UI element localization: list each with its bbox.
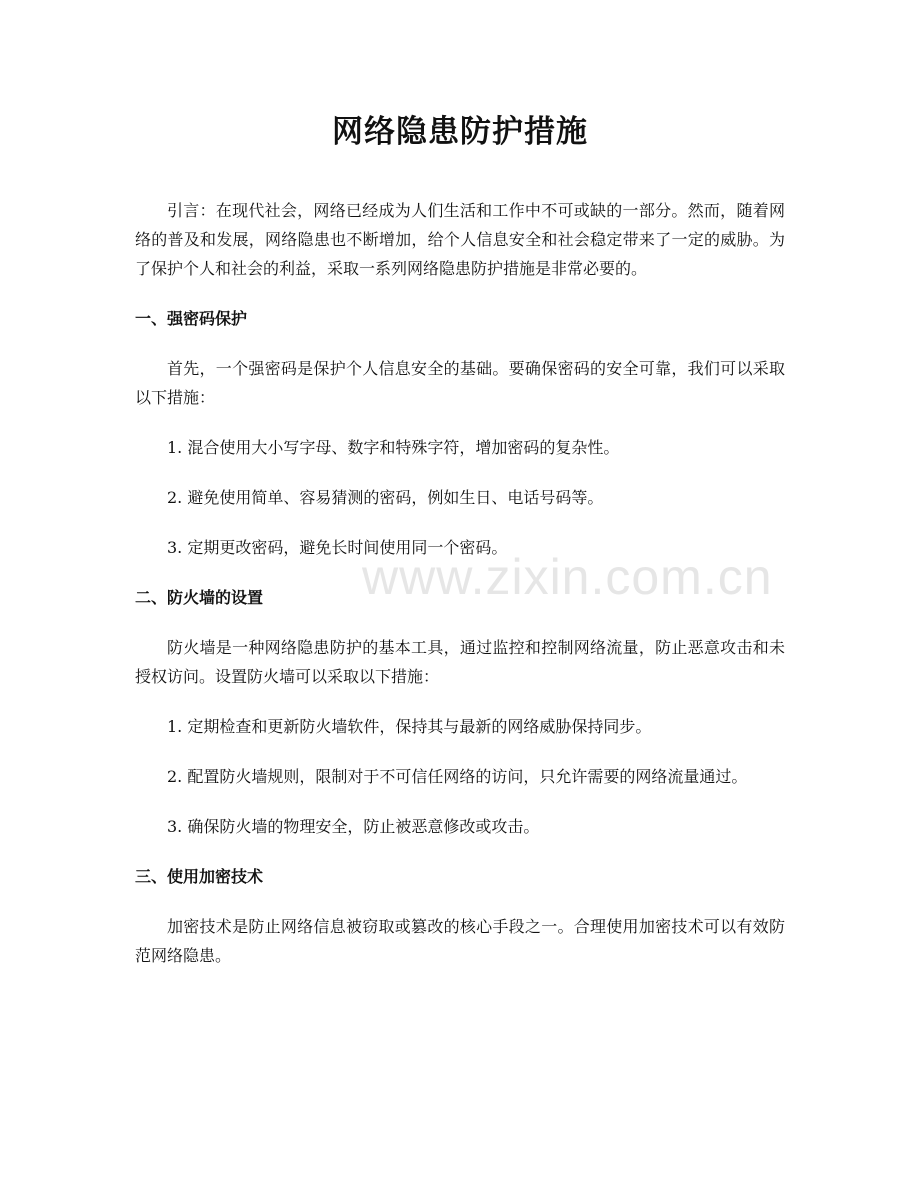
document-title: 网络隐患防护措施: [332, 114, 588, 150]
section-heading-password: 一、强密码保护: [135, 309, 248, 328]
watermark: www.zixin.com.cn: [362, 549, 773, 605]
intro-paragraph: 引言：在现代社会，网络已经成为人们生活和工作中不可或缺的一部分。然而，随着网络的普及和发展，网络隐患也不断增加，给个人信息安全和社会稳定带来了一定的威胁。为了保护个人和社会的利益，采取一系列网络隐患防护措施是非常必要的。: [135, 201, 785, 278]
list-item: 2. 避免使用简单、容易猜测的密码，例如生日、电话号码等。: [167, 488, 604, 507]
list-item: 3. 定期更改密码，避免长时间使用同一个密码。: [167, 538, 508, 557]
section-heading-firewall: 二、防火墙的设置: [135, 588, 264, 607]
list-item: 1. 混合使用大小写字母、数字和特殊字符，增加密码的复杂性。: [167, 438, 620, 457]
section-paragraph-password: 首先，一个强密码是保护个人信息安全的基础。要确保密码的安全可靠，我们可以采取以下措施：: [135, 359, 785, 407]
section-paragraph-firewall: 防火墙是一种网络隐患防护的基本工具，通过监控和控制网络流量，防止恶意攻击和未授权访问。设置防火墙可以采取以下措施：: [135, 638, 785, 686]
section-paragraph-encryption: 加密技术是防止网络信息被窃取或篡改的核心手段之一。合理使用加密技术可以有效防范网络隐患。: [135, 917, 785, 965]
list-item: 3. 确保防火墙的物理安全，防止被恶意修改或攻击。: [167, 817, 540, 836]
list-item: 1. 定期检查和更新防火墙软件，保持其与最新的网络威胁保持同步。: [167, 717, 652, 736]
list-item: 2. 配置防火墙规则，限制对于不可信任网络的访问，只允许需要的网络流量通过。: [167, 767, 748, 786]
document-content: [135, 108, 785, 991]
section-heading-encryption: 三、使用加密技术: [135, 867, 264, 886]
